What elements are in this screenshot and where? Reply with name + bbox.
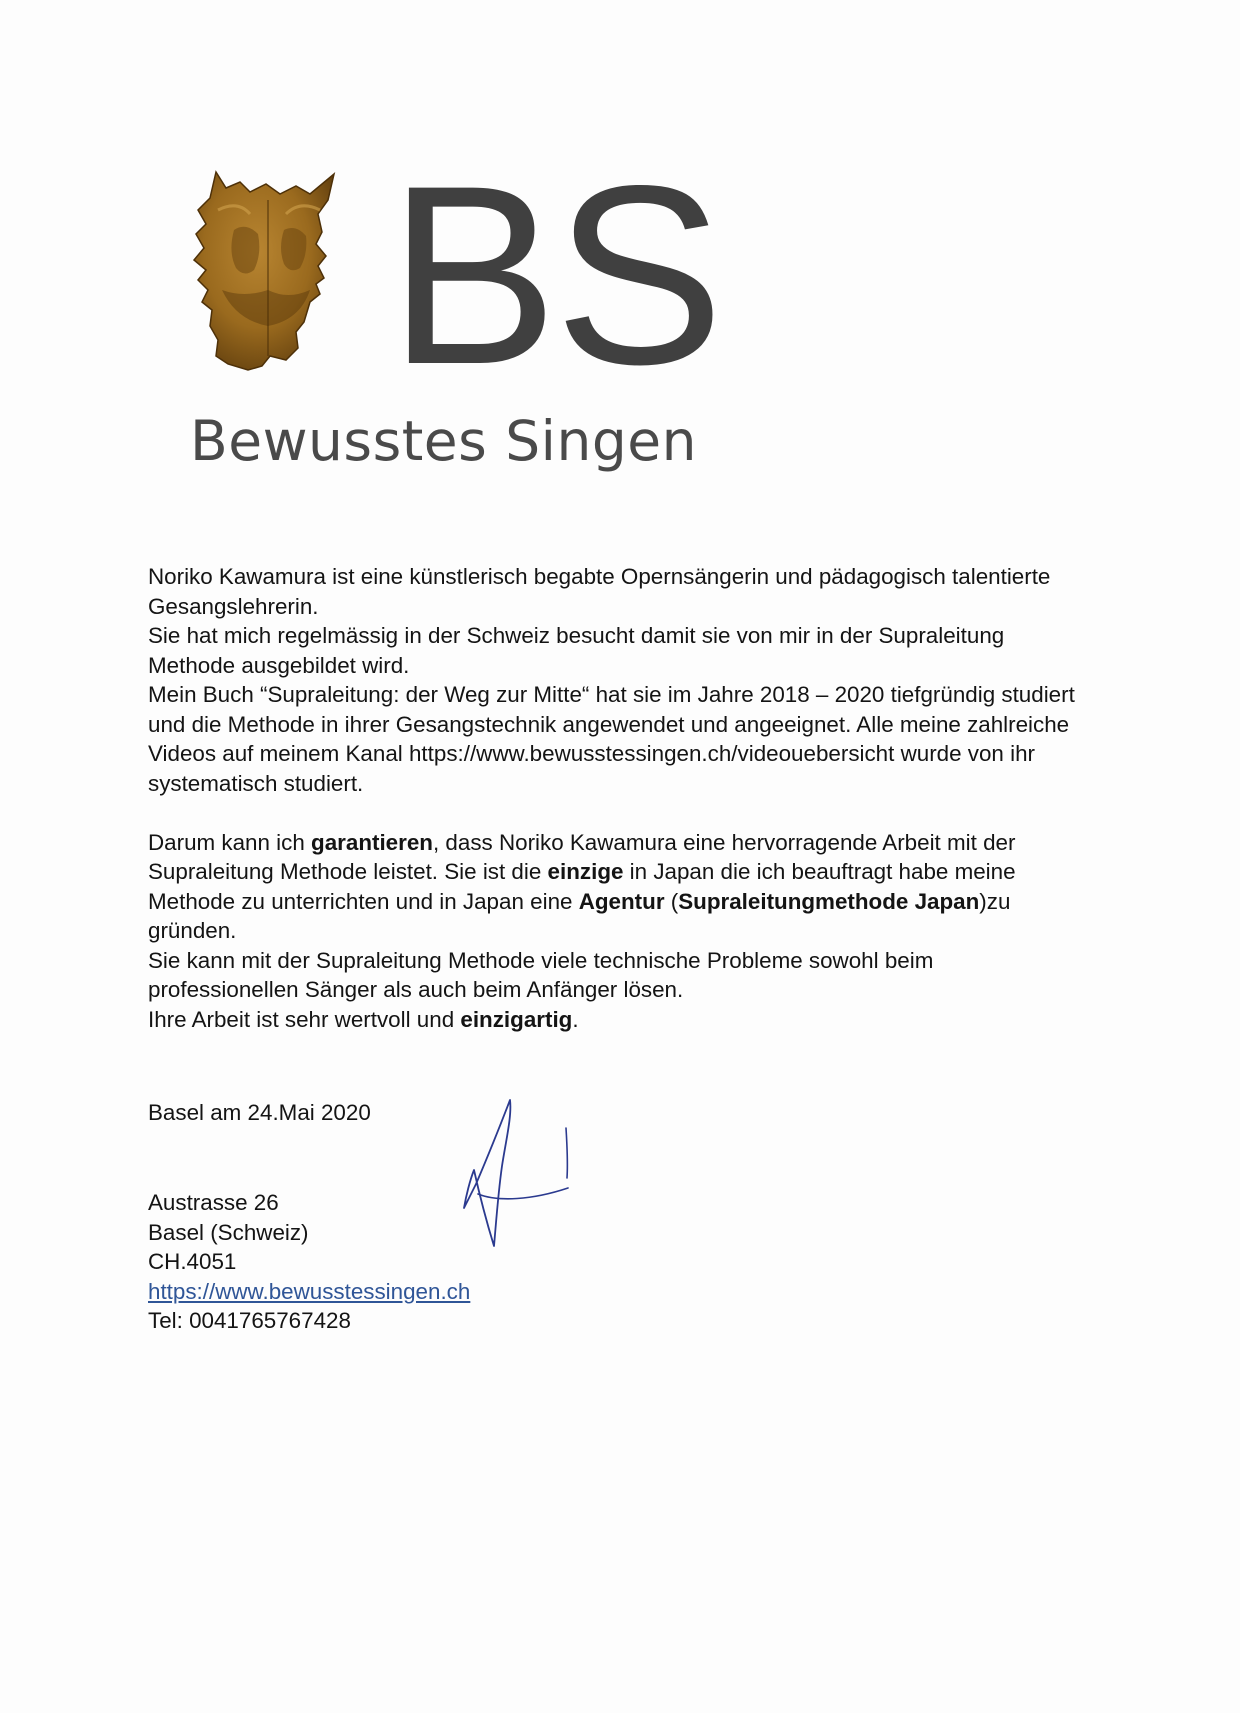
emphasis-agency-name: Supraleitungmethode Japan [678,888,980,914]
address-postal: CH.4051 [148,1249,237,1274]
letter-body [148,562,1088,1034]
janus-head-emblem [188,170,348,378]
emphasis-agentur: Agentur [578,888,665,914]
paragraph-book: Mein Buch “Supraleitung: der Weg zur Mitte“ hat sie im Jahre 2018 – 2020 tiefgründig studiert und die Methode in ihrer Gesangstechnik angewendet und angeeignet. Alle meine zahlreiche Videos auf meinem Kanal https://www.bewusstessingen.ch/videouebersicht wurde von ihr systematisch studiert. [148,682,1075,796]
address-city: Basel (Schweiz) [148,1219,309,1245]
paragraph-guarantee: Darum kann ich garantieren, dass Noriko Kawamura eine hervorragende Arbeit mit der Supraleitung Methode leistet. Sie ist die einzige in Japan die ich beauftragt habe meine Methode zu unterrichten und in Japan eine Agentur (Supraleitungmethode Japan)zu gründen. [148,829,1016,943]
logo-mark: BS [388,133,721,418]
place-date: Basel am 24.Mai 2020 [148,1100,371,1125]
paragraph-intro: Noriko Kawamura ist eine künstlerisch begabte Opernsängerin und pädagogisch talentierte Gesangslehrerin. [148,564,1051,619]
emphasis-einzige: einzige [547,859,624,884]
sender-address [148,1188,470,1336]
address-street: Austrasse 26 [148,1190,279,1215]
paragraph-problems: Sie kann mit der Supraleitung Methode viele technische Probleme sowohl beim professionellen Sänger als auch beim Anfänger lösen. [148,947,934,1002]
paragraph-closing: Ihre Arbeit ist sehr wertvoll und einzigartig. [148,1006,579,1032]
paragraph-training: Sie hat mich regelmässig in der Schweiz besucht damit sie von mir in der Supraleitung Methode ausgebildet wird. [148,623,1005,678]
emphasis-einzigartig: einzigartig [460,1006,573,1032]
emphasis-garantieren: garantieren [311,829,433,855]
website-link[interactable]: https://www.bewusstessingen.ch [148,1278,471,1304]
address-phone: Tel: 0041765767428 [148,1308,351,1333]
logo [188,133,721,490]
logo-name: Bewusstes Singen [190,409,697,473]
